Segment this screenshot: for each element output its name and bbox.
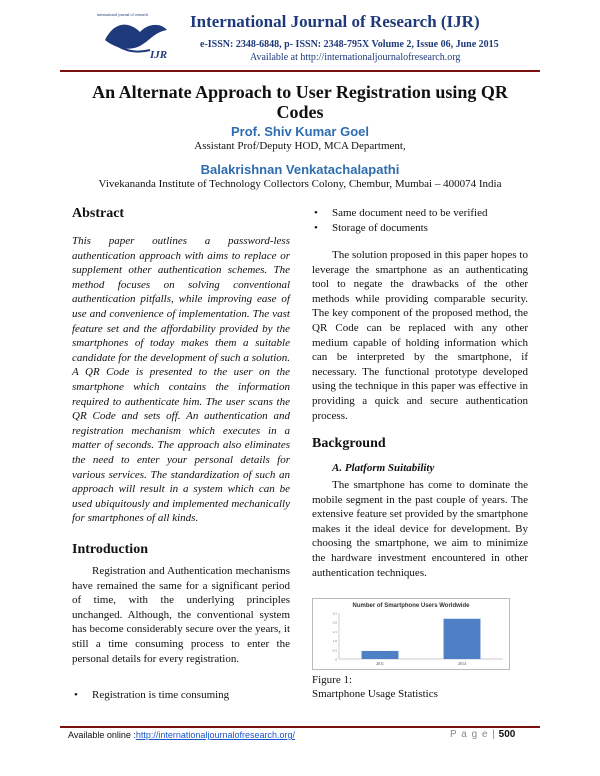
- chart-y-tick-label: 1.5: [332, 629, 337, 634]
- logo-text: IJR: [150, 49, 168, 61]
- author-1: Prof. Shiv Kumar Goel: [231, 124, 369, 139]
- list-item: • Registration is time consuming: [72, 688, 290, 703]
- chart-y-tick-label: 2.5: [332, 611, 337, 616]
- abstract-heading: Abstract: [72, 206, 125, 221]
- figure-caption-label: Figure 1:: [312, 674, 353, 686]
- list-item: • Same document need to be verified: [312, 206, 528, 221]
- chart-x-labels: [376, 661, 466, 666]
- chart-x-label: 2011: [376, 661, 384, 666]
- chart-title: Number of Smartphone Users Worldwide: [352, 603, 470, 609]
- logo-eagle-icon: [105, 25, 167, 49]
- list-item: • Storage of documents: [312, 221, 528, 236]
- affiliation-1: Assistant Prof/Deputy HOD, MCA Department,: [194, 140, 406, 152]
- chart-y-tick-label: 2.0: [332, 620, 337, 625]
- platform-suitability-subheading: A. Platform Suitability: [332, 462, 435, 474]
- solution-paragraph: The solution proposed in this paper hopes to leverage the smartphone as an authenticating tool to negate the drawbacks of the other methods while providing comparable security. The key component of the proposed method, the QR Code can be replaced with any other medium capable of holding information which can be interpreted by the smartphone, if necessary. The functional prototype developed using the technique in this paper was effective in providing a quick and secure authentication process.: [312, 249, 528, 422]
- chart-y-tick-label: 0.5: [332, 648, 337, 653]
- paper-title: [0, 82, 600, 122]
- introduction-bullets: [72, 688, 290, 703]
- page-number: 500: [498, 729, 516, 740]
- paper-title-line1: An Alternate Approach to User Registration using QR: [92, 82, 508, 102]
- footer-available: [68, 730, 295, 740]
- footer-divider: [60, 726, 540, 728]
- page-label: P a g e |: [450, 729, 496, 740]
- journal-title: International Journal of Research (IJR): [190, 12, 480, 31]
- figure-caption-text: Smartphone Usage Statistics: [312, 688, 438, 700]
- introduction-text: Registration and Authentication mechanisms have remained the same for a significant period of time, with the underlying principles unchanged. Although, the conventional system has become considerably secure over the years, it still a time consuming process to enter the personal details for every registration.: [72, 565, 290, 665]
- journal-logo: [95, 10, 185, 62]
- footer-available-prefix: Available online :: [68, 730, 136, 740]
- footer-page: [450, 729, 515, 740]
- logo-small-text: international journal of research: [97, 12, 149, 17]
- chart-bar-2014: [444, 619, 481, 659]
- smartphone-usage-chart: [312, 598, 510, 670]
- header-divider: [60, 70, 540, 72]
- affiliation-2: Vivekananda Institute of Technology Collectors Colony, Chembur, Mumbai – 400074 India: [98, 178, 502, 190]
- background-text: The smartphone has come to dominate the mobile segment in the past couple of years. The extensive feature set provided by the smartphone makes it the ideal device for development. By choosing the smartphone, we aim to minimize the hardware investment encountered in other authentication techniques.: [312, 479, 528, 579]
- abstract-text: This paper outlines a password-less authentication approach with aims to replace or supplement other authentication schemes. The method focuses on solving conventional authentication pitfalls, while improving ease of use and convenience of implementation. The vast feature set and the affordability provided by the smartphones of today makes them a suitable candidate for the development of such a solution. A QR Code is presented to the user on the smartphone which contains the information required to authenticate him. The user scans the QR Code and sets off. An authentication and registration mechanism which executes in a matter of seconds. The approach also eliminates the need to enter your personal details for various services. The standardization of such an approach will result in a system which can be used ubiquitously and implemented mechanically for smartphones of all kinds.: [72, 235, 290, 525]
- background-heading: Background: [312, 436, 386, 451]
- chart-y-tick-label: 1.0: [332, 639, 337, 644]
- paper-title-line2: Codes: [276, 102, 324, 122]
- chart-x-label: 2014: [458, 661, 466, 666]
- right-bullets: [312, 206, 528, 236]
- footer-link[interactable]: http://internationaljournalofresearch.org/: [135, 730, 295, 740]
- issn-line: e-ISSN: 2348-6848, p- ISSN: 2348-795X Volume 2, Issue 06, June 2015: [200, 39, 499, 50]
- chart-bars: [362, 619, 481, 659]
- chart-bar-2011: [362, 651, 399, 659]
- author-2: Balakrishnan Venkatachalapathi: [200, 162, 400, 177]
- introduction-heading: Introduction: [72, 542, 148, 557]
- chart-y-tick-label: 0: [335, 657, 337, 662]
- header-available-at: Available at http://internationaljournalofresearch.org: [250, 52, 461, 63]
- chart-y-ticks: [333, 612, 338, 662]
